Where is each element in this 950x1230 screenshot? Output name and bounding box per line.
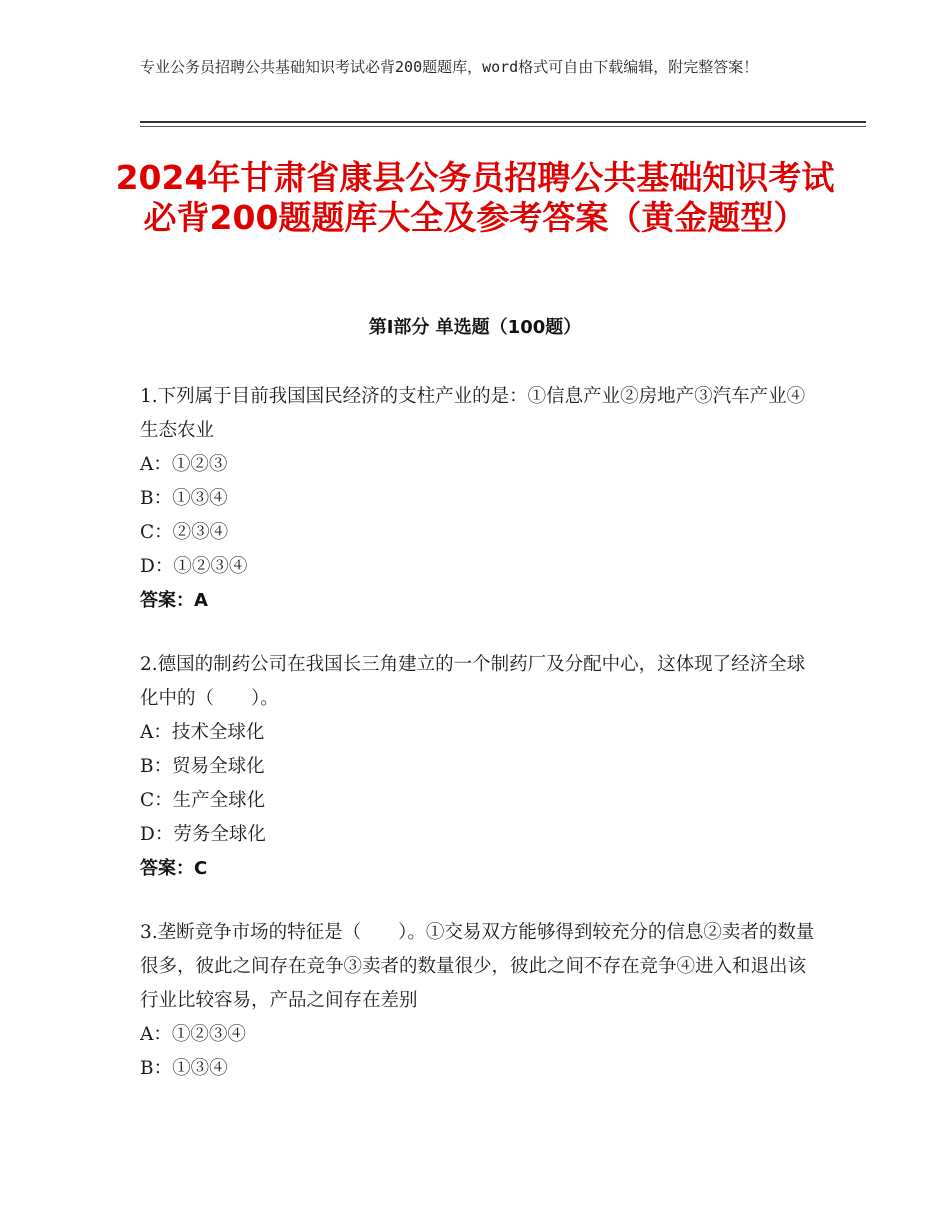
option-c: C：生产全球化	[140, 790, 266, 811]
option-b: B：贸易全球化	[140, 756, 265, 777]
option-a: A：①②③④	[140, 1024, 246, 1045]
question-1	[140, 380, 820, 618]
option-b: B：①③④	[140, 1058, 228, 1079]
header-divider-thick	[140, 121, 866, 123]
question-stem: 2.德国的制药公司在我国长三角建立的一个制药厂及分配中心，这体现了经济全球化中的（ ）。	[140, 654, 806, 709]
question-3	[140, 916, 820, 1086]
header-divider-thin	[140, 126, 866, 127]
answer-line: 答案：C	[140, 858, 208, 879]
header-note: 专业公务员招聘公共基础知识考试必背200题题库，word格式可自由下载编辑，附完整答案！	[140, 58, 759, 76]
document-title: 2024年甘肃省康县公务员招聘公共基础知识考试必背200题题库大全及参考答案（黄金题型）	[115, 158, 835, 237]
answer-line: 答案：A	[140, 590, 208, 611]
question-stem: 3.垄断竞争市场的特征是（ ）。①交易双方能够得到较充分的信息②卖者的数量很多，彼此之间存在竞争③卖者的数量很少，彼此之间不存在竞争④进入和退出该行业比较容易，产品之间存在差别	[140, 922, 815, 1011]
option-d: D：劳务全球化	[140, 824, 266, 845]
option-d: D：①②③④	[140, 556, 248, 577]
option-b: B：①③④	[140, 488, 228, 509]
question-list	[140, 380, 820, 1116]
option-c: C：②③④	[140, 522, 229, 543]
section-heading: 第Ⅰ部分 单选题（100题）	[368, 317, 582, 338]
question-2	[140, 648, 820, 886]
option-a: A：技术全球化	[140, 722, 265, 743]
question-stem: 1.下列属于目前我国国民经济的支柱产业的是：①信息产业②房地产③汽车产业④生态农业	[140, 386, 806, 441]
option-a: A：①②③	[140, 454, 228, 475]
